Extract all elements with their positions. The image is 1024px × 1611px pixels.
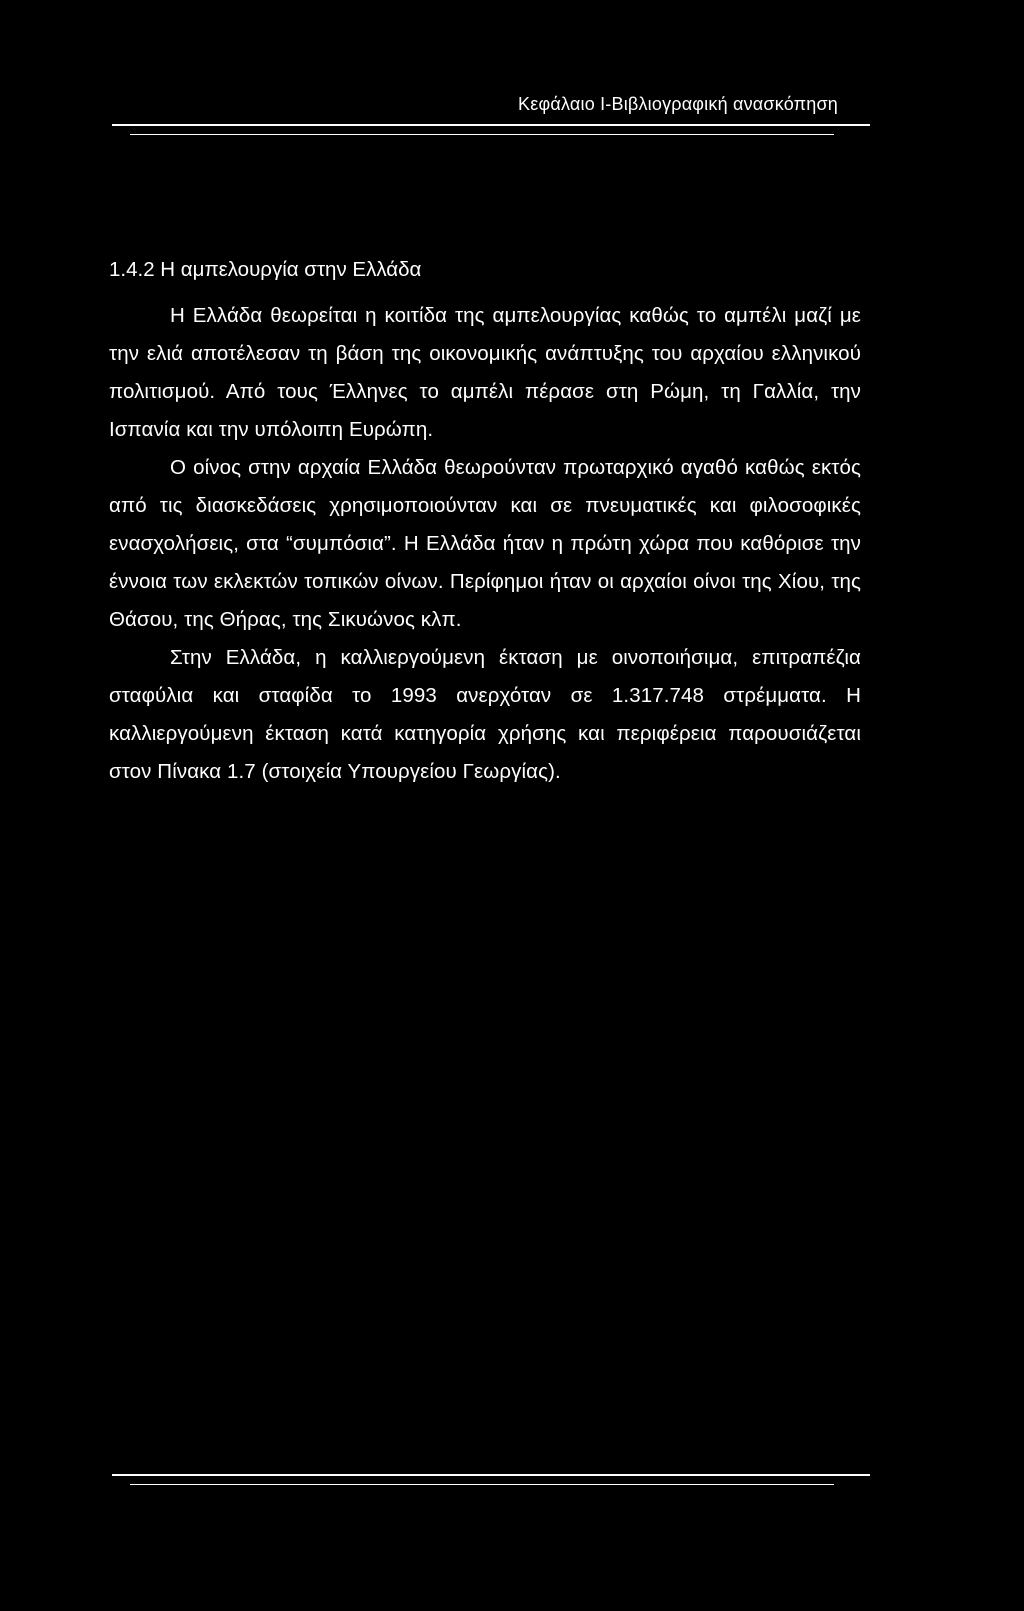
footer-rule-thin [130, 1484, 834, 1485]
running-header: Κεφάλαιο Ι-Βιβλιογραφική ανασκόπηση [518, 94, 838, 114]
footer-rule-thick [112, 1474, 870, 1476]
paragraph-2: Ο οίνος στην αρχαία Ελλάδα θεωρούνταν πρωταρχικό αγαθό καθώς εκτός από τις διασκεδάσεις χρησιμοποιούνταν και σε πνευματικές και φιλοσοφικές ενασχολήσεις, στα “συμπόσια”. Η Ελλάδα ήταν η πρώτη χώρα που καθόρισε την έννοια των εκλεκτών τοπικών οίνων. Περίφημοι ήταν οι αρχαίοι οίνοι της Χίου, της Θάσου, της Θήρας, της Σικυώνος κλπ. [109, 456, 861, 631]
paragraph-3: Στην Ελλάδα, η καλλιεργούμενη έκταση με οινοποιήσιμα, επιτραπέζια σταφύλια και σταφίδα το 1993 ανερχόταν σε 1.317.748 στρέμματα. Η καλλιεργούμενη έκταση κατά κατηγορία χρήσης και περιφέρεια παρουσιάζεται στον Πίνακα 1.7 (στοιχεία Υπουργείου Γεωργίας). [109, 646, 861, 783]
header-rule-thick [112, 124, 870, 126]
body-text [109, 297, 861, 791]
section-heading: 1.4.2 Η αμπελουργία στην Ελλάδα [109, 258, 422, 281]
paragraph-1: Η Ελλάδα θεωρείται η κοιτίδα της αμπελουργίας καθώς το αμπέλι μαζί με την ελιά αποτέλεσαν τη βάση της οικονομικής ανάπτυξης του αρχαίου ελληνικού πολιτισμού. Από τους Έλληνες το αμπέλι πέρασε στη Ρώμη, τη Γαλλία, την Ισπανία και την υπόλοιπη Ευρώπη. [109, 304, 861, 441]
header-rule-thin [130, 134, 834, 135]
